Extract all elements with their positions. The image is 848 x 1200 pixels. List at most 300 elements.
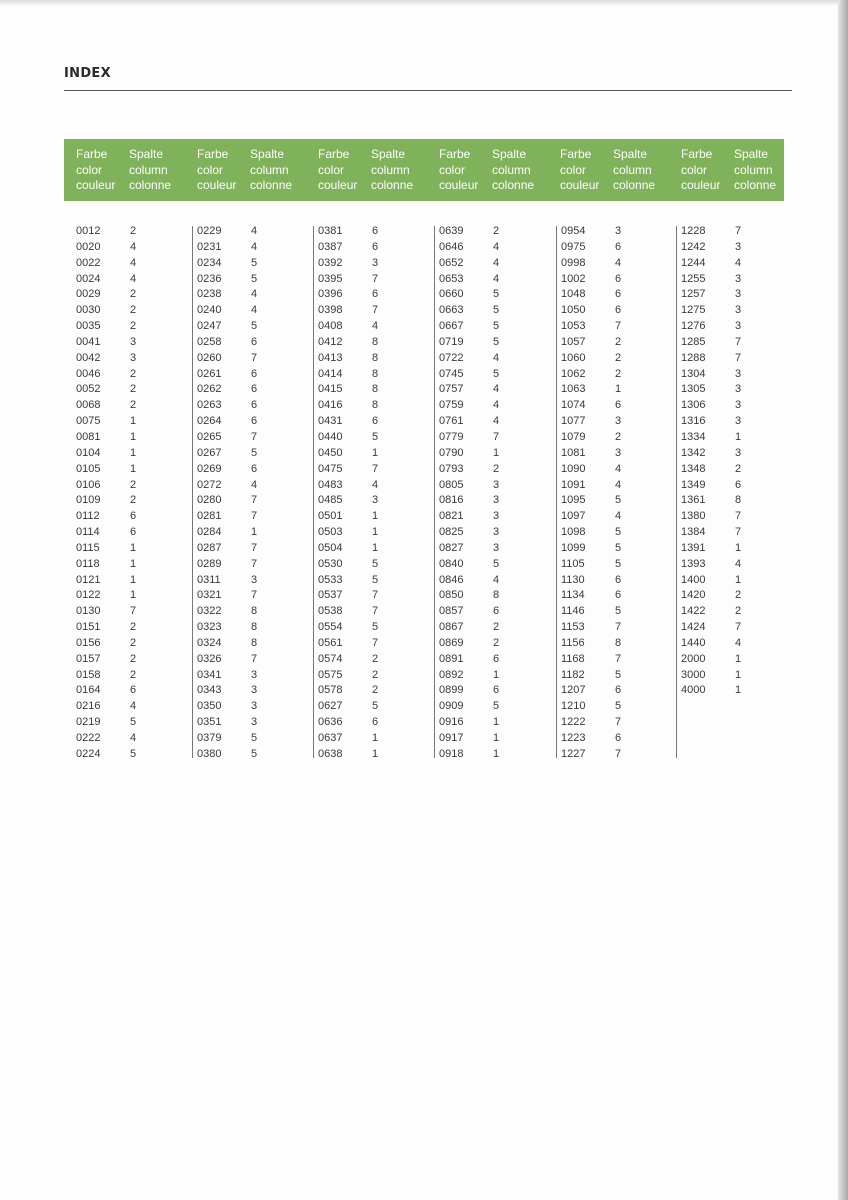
column-number: 2 bbox=[493, 462, 500, 475]
color-code: 1422 bbox=[681, 605, 706, 618]
table-row bbox=[76, 382, 196, 398]
column-number: 4 bbox=[251, 478, 258, 491]
column-number: 4 bbox=[493, 399, 500, 412]
table-row bbox=[197, 699, 317, 715]
color-code: 0121 bbox=[76, 573, 101, 586]
color-code: 1153 bbox=[561, 621, 585, 634]
color-code: 0109 bbox=[76, 494, 101, 507]
table-row bbox=[197, 398, 317, 414]
table-row bbox=[76, 335, 196, 351]
header-color-6 bbox=[681, 147, 720, 194]
column-number: 1 bbox=[130, 557, 137, 570]
table-row bbox=[439, 715, 559, 731]
column-number: 3 bbox=[735, 383, 742, 396]
color-code: 0112 bbox=[76, 510, 100, 523]
column-number: 7 bbox=[251, 541, 258, 554]
table-row bbox=[76, 303, 196, 319]
color-code: 1091 bbox=[561, 478, 586, 491]
color-code: 1210 bbox=[561, 700, 586, 713]
column-number: 7 bbox=[372, 605, 379, 618]
color-code: 0052 bbox=[76, 383, 101, 396]
table-row bbox=[439, 287, 559, 303]
table-row bbox=[318, 509, 438, 525]
color-code: 1257 bbox=[681, 288, 706, 301]
column-number: 2 bbox=[130, 320, 137, 333]
header-color-line: couleur bbox=[560, 178, 600, 192]
color-code: 0024 bbox=[76, 272, 101, 285]
color-code: 0081 bbox=[76, 430, 101, 443]
column-number: 6 bbox=[251, 462, 258, 475]
table-row bbox=[197, 224, 317, 240]
color-code: 1105 bbox=[561, 557, 585, 570]
table-row bbox=[318, 668, 438, 684]
color-code: 0916 bbox=[439, 716, 464, 729]
color-code: 0042 bbox=[76, 351, 101, 364]
column-number: 1 bbox=[493, 732, 500, 744]
table-row bbox=[76, 525, 196, 541]
color-code: 0075 bbox=[76, 415, 101, 428]
column-number: 3 bbox=[735, 240, 742, 253]
color-code: 0222 bbox=[76, 732, 101, 744]
table-row bbox=[318, 335, 438, 351]
color-code: 0537 bbox=[318, 589, 343, 602]
column-number: 6 bbox=[615, 684, 622, 697]
column-number: 7 bbox=[372, 589, 379, 602]
table-row bbox=[561, 731, 681, 747]
table-row bbox=[76, 731, 196, 747]
column-number: 5 bbox=[615, 541, 622, 554]
header-column-1 bbox=[129, 147, 171, 194]
column-number: 3 bbox=[493, 541, 500, 554]
column-number: 6 bbox=[372, 240, 379, 253]
color-code: 0639 bbox=[439, 225, 464, 237]
color-code: 0646 bbox=[439, 240, 464, 253]
column-number: 2 bbox=[615, 351, 622, 364]
column-number: 6 bbox=[615, 573, 622, 586]
color-code: 0341 bbox=[197, 668, 222, 681]
color-code: 0322 bbox=[197, 605, 222, 618]
column-number: 1 bbox=[735, 652, 742, 665]
table-row bbox=[561, 715, 681, 731]
table-row bbox=[76, 636, 196, 652]
column-number: 6 bbox=[493, 652, 500, 665]
table-row bbox=[681, 319, 801, 335]
column-number: 2 bbox=[372, 652, 379, 665]
column-number: 7 bbox=[735, 225, 742, 237]
color-code: 1244 bbox=[681, 256, 706, 269]
header-column-line: colonne bbox=[371, 178, 414, 192]
column-number: 1 bbox=[735, 541, 742, 554]
table-row bbox=[197, 683, 317, 699]
column-number: 8 bbox=[493, 589, 500, 602]
table-row bbox=[439, 462, 559, 478]
column-number: 3 bbox=[372, 256, 379, 269]
table-row bbox=[439, 335, 559, 351]
color-code: 0105 bbox=[76, 462, 101, 475]
column-number: 7 bbox=[130, 605, 137, 618]
table-row bbox=[439, 573, 559, 589]
column-number: 4 bbox=[130, 272, 137, 285]
header-column-line: Spalte bbox=[250, 147, 285, 161]
table-row bbox=[318, 541, 438, 557]
table-row bbox=[681, 557, 801, 573]
color-code: 1288 bbox=[681, 351, 706, 364]
column-number: 8 bbox=[372, 335, 379, 348]
color-code: 0284 bbox=[197, 526, 222, 539]
color-code: 0260 bbox=[197, 351, 222, 364]
table-row bbox=[76, 287, 196, 303]
page-shadow-top bbox=[0, 0, 848, 6]
column-number: 7 bbox=[372, 272, 379, 285]
column-number: 1 bbox=[372, 446, 379, 459]
color-code: 1098 bbox=[561, 526, 586, 539]
color-code: 0554 bbox=[318, 621, 343, 634]
table-row bbox=[76, 509, 196, 525]
column-number: 2 bbox=[130, 668, 137, 681]
header-color-3 bbox=[318, 147, 357, 194]
header-column-line: column bbox=[371, 162, 410, 177]
table-row bbox=[681, 414, 801, 430]
color-code: 0561 bbox=[318, 636, 343, 649]
color-code: 0667 bbox=[439, 320, 464, 333]
table-row bbox=[561, 398, 681, 414]
color-code: 0899 bbox=[439, 684, 464, 697]
color-code: 1276 bbox=[681, 320, 706, 333]
column-number: 1 bbox=[493, 716, 500, 729]
color-code: 0114 bbox=[76, 526, 100, 539]
table-row bbox=[197, 715, 317, 731]
color-code: 1099 bbox=[561, 541, 586, 554]
table-row bbox=[76, 541, 196, 557]
table-row bbox=[681, 683, 801, 699]
color-code: 0825 bbox=[439, 526, 464, 539]
color-code: 0396 bbox=[318, 288, 343, 301]
color-code: 0909 bbox=[439, 700, 464, 713]
table-row bbox=[197, 319, 317, 335]
title-underline bbox=[64, 90, 792, 91]
color-code: 1304 bbox=[681, 367, 706, 380]
table-row bbox=[561, 430, 681, 446]
header-column-line: colonne bbox=[734, 178, 777, 192]
column-number: 6 bbox=[493, 684, 500, 697]
color-code: 4000 bbox=[681, 684, 706, 697]
column-number: 7 bbox=[615, 621, 622, 634]
table-row bbox=[561, 557, 681, 573]
table-row bbox=[76, 573, 196, 589]
column-number: 2 bbox=[130, 225, 137, 237]
table-row bbox=[681, 240, 801, 256]
color-code: 0151 bbox=[76, 621, 101, 634]
color-code: 0216 bbox=[76, 700, 101, 713]
column-number: 4 bbox=[251, 225, 258, 237]
color-code: 0816 bbox=[439, 494, 464, 507]
column-number: 2 bbox=[735, 462, 742, 475]
color-code: 1285 bbox=[681, 335, 706, 348]
column-number: 6 bbox=[615, 399, 622, 412]
table-row bbox=[318, 240, 438, 256]
color-code: 1079 bbox=[561, 430, 586, 443]
table-row bbox=[681, 652, 801, 668]
column-number: 4 bbox=[251, 304, 258, 317]
column-number: 5 bbox=[130, 747, 137, 760]
color-code: 1361 bbox=[681, 494, 706, 507]
column-number: 2 bbox=[372, 668, 379, 681]
color-code: 1393 bbox=[681, 557, 706, 570]
table-row bbox=[439, 398, 559, 414]
table-row bbox=[76, 240, 196, 256]
table-row bbox=[318, 446, 438, 462]
table-row bbox=[318, 398, 438, 414]
color-code: 0240 bbox=[197, 304, 222, 317]
column-number: 7 bbox=[615, 320, 622, 333]
column-number: 1 bbox=[130, 589, 137, 602]
table-row bbox=[318, 367, 438, 383]
column-number: 4 bbox=[130, 240, 137, 253]
column-number: 4 bbox=[130, 732, 137, 744]
color-code: 0263 bbox=[197, 399, 222, 412]
header-color-2 bbox=[197, 147, 236, 194]
table-row bbox=[681, 382, 801, 398]
color-code: 0392 bbox=[318, 256, 343, 269]
color-code: 0247 bbox=[197, 320, 222, 333]
column-number: 6 bbox=[615, 304, 622, 317]
table-row bbox=[439, 446, 559, 462]
color-code: 0663 bbox=[439, 304, 464, 317]
header-color-line: couleur bbox=[439, 178, 479, 192]
column-number: 2 bbox=[372, 684, 379, 697]
column-number: 2 bbox=[493, 621, 500, 634]
column-number: 2 bbox=[735, 605, 742, 618]
table-row bbox=[681, 493, 801, 509]
column-number: 5 bbox=[251, 446, 258, 459]
color-code: 0156 bbox=[76, 636, 101, 649]
column-number: 1 bbox=[735, 684, 742, 697]
table-row bbox=[681, 367, 801, 383]
header-color-line: color bbox=[197, 162, 224, 177]
column-number: 5 bbox=[372, 557, 379, 570]
table-row bbox=[561, 573, 681, 589]
column-number: 7 bbox=[372, 636, 379, 649]
column-number: 3 bbox=[372, 494, 379, 507]
color-code: 0035 bbox=[76, 320, 101, 333]
header-color-line: color bbox=[560, 162, 587, 177]
column-number: 4 bbox=[493, 383, 500, 396]
column-number: 6 bbox=[615, 288, 622, 301]
color-code: 0501 bbox=[318, 510, 343, 523]
column-number: 5 bbox=[493, 700, 500, 713]
column-number: 4 bbox=[615, 478, 622, 491]
column-number: 8 bbox=[615, 636, 622, 649]
column-number: 3 bbox=[251, 700, 258, 713]
header-column-line: colonne bbox=[492, 178, 535, 192]
color-code: 0281 bbox=[197, 510, 222, 523]
table-row bbox=[197, 588, 317, 604]
header-column-line: Spalte bbox=[492, 147, 527, 161]
color-code: 1384 bbox=[681, 526, 706, 539]
color-code: 0533 bbox=[318, 573, 343, 586]
table-row bbox=[76, 446, 196, 462]
table-row bbox=[439, 272, 559, 288]
table-row bbox=[439, 430, 559, 446]
column-number: 6 bbox=[251, 415, 258, 428]
color-code: 1316 bbox=[681, 415, 706, 428]
color-code: 0130 bbox=[76, 605, 101, 618]
color-code: 1057 bbox=[561, 335, 586, 348]
color-code: 0954 bbox=[561, 225, 586, 237]
color-code: 0578 bbox=[318, 684, 343, 697]
table-row bbox=[561, 272, 681, 288]
column-number: 5 bbox=[372, 573, 379, 586]
color-code: 0289 bbox=[197, 557, 222, 570]
column-number: 7 bbox=[615, 652, 622, 665]
column-number: 1 bbox=[130, 462, 137, 475]
column-number: 3 bbox=[735, 320, 742, 333]
table-row bbox=[439, 604, 559, 620]
column-number: 3 bbox=[251, 573, 258, 586]
table-row bbox=[318, 652, 438, 668]
header-column-line: Spalte bbox=[734, 147, 769, 161]
column-number: 8 bbox=[251, 605, 258, 618]
column-number: 4 bbox=[615, 510, 622, 523]
column-number: 7 bbox=[251, 430, 258, 443]
table-row bbox=[197, 620, 317, 636]
header-column-2 bbox=[250, 147, 292, 194]
color-code: 1242 bbox=[681, 240, 706, 253]
column-number: 1 bbox=[130, 573, 137, 586]
table-row bbox=[561, 414, 681, 430]
table-row bbox=[318, 478, 438, 494]
table-row bbox=[561, 509, 681, 525]
table-row bbox=[439, 557, 559, 573]
table-row bbox=[318, 382, 438, 398]
column-number: 6 bbox=[493, 605, 500, 618]
table-row bbox=[561, 478, 681, 494]
table-row bbox=[197, 573, 317, 589]
color-code: 0261 bbox=[197, 367, 222, 380]
column-number: 5 bbox=[251, 320, 258, 333]
color-code: 0575 bbox=[318, 668, 343, 681]
column-number: 1 bbox=[372, 526, 379, 539]
table-row bbox=[561, 335, 681, 351]
table-row bbox=[76, 272, 196, 288]
color-code: 1097 bbox=[561, 510, 586, 523]
table-row bbox=[318, 699, 438, 715]
column-number: 8 bbox=[372, 351, 379, 364]
column-number: 3 bbox=[615, 225, 622, 237]
column-number: 5 bbox=[251, 747, 258, 760]
column-number: 2 bbox=[615, 367, 622, 380]
table-row bbox=[318, 493, 438, 509]
column-number: 2 bbox=[735, 589, 742, 602]
table-row bbox=[561, 541, 681, 557]
table-row bbox=[318, 256, 438, 272]
column-number: 6 bbox=[615, 272, 622, 285]
table-row bbox=[318, 588, 438, 604]
color-code: 0485 bbox=[318, 494, 343, 507]
table-row bbox=[681, 478, 801, 494]
column-number: 3 bbox=[130, 351, 137, 364]
header-color-1 bbox=[76, 147, 115, 194]
color-code: 1074 bbox=[561, 399, 586, 412]
table-row bbox=[197, 636, 317, 652]
color-code: 0262 bbox=[197, 383, 222, 396]
column-number: 3 bbox=[493, 494, 500, 507]
column-number: 4 bbox=[493, 415, 500, 428]
table-row bbox=[197, 541, 317, 557]
column-number: 1 bbox=[372, 541, 379, 554]
column-number: 6 bbox=[372, 288, 379, 301]
header-color-line: Farbe bbox=[318, 147, 350, 161]
column-number: 8 bbox=[372, 383, 379, 396]
table-row bbox=[439, 224, 559, 240]
table-row bbox=[439, 747, 559, 763]
column-number: 3 bbox=[251, 684, 258, 697]
color-code: 0324 bbox=[197, 636, 222, 649]
index-group-1 bbox=[76, 224, 196, 763]
column-number: 7 bbox=[735, 351, 742, 364]
table-row bbox=[439, 699, 559, 715]
table-row bbox=[439, 652, 559, 668]
header-column-line: colonne bbox=[129, 178, 172, 192]
color-code: 0850 bbox=[439, 589, 464, 602]
column-number: 4 bbox=[493, 351, 500, 364]
table-row bbox=[318, 636, 438, 652]
table-row bbox=[76, 224, 196, 240]
column-number: 3 bbox=[130, 335, 137, 348]
table-row bbox=[197, 509, 317, 525]
table-row bbox=[197, 731, 317, 747]
color-code: 1440 bbox=[681, 636, 706, 649]
column-number: 4 bbox=[130, 700, 137, 713]
table-row bbox=[197, 430, 317, 446]
table-row bbox=[681, 351, 801, 367]
table-row bbox=[681, 636, 801, 652]
header-column-3 bbox=[371, 147, 413, 194]
color-code: 0840 bbox=[439, 557, 464, 570]
color-code: 1081 bbox=[561, 446, 586, 459]
column-number: 6 bbox=[130, 684, 137, 697]
table-row bbox=[681, 335, 801, 351]
table-row bbox=[561, 351, 681, 367]
color-code: 2000 bbox=[681, 652, 706, 665]
color-code: 0416 bbox=[318, 399, 343, 412]
table-row bbox=[561, 699, 681, 715]
table-row bbox=[681, 620, 801, 636]
column-number: 2 bbox=[130, 383, 137, 396]
table-row bbox=[439, 509, 559, 525]
color-code: 1334 bbox=[681, 430, 706, 443]
color-code: 0323 bbox=[197, 621, 222, 634]
column-number: 7 bbox=[372, 304, 379, 317]
color-code: 0653 bbox=[439, 272, 464, 285]
column-number: 4 bbox=[493, 256, 500, 269]
column-number: 1 bbox=[372, 510, 379, 523]
table-row bbox=[561, 382, 681, 398]
column-number: 5 bbox=[251, 732, 258, 744]
column-number: 5 bbox=[493, 304, 500, 317]
column-number: 2 bbox=[130, 494, 137, 507]
column-number: 2 bbox=[493, 636, 500, 649]
column-number: 3 bbox=[615, 415, 622, 428]
color-code: 0158 bbox=[76, 668, 101, 681]
table-row bbox=[439, 668, 559, 684]
column-number: 8 bbox=[372, 367, 379, 380]
color-code: 0450 bbox=[318, 446, 343, 459]
column-number: 8 bbox=[251, 621, 258, 634]
header-color-5 bbox=[560, 147, 599, 194]
color-code: 1227 bbox=[561, 747, 586, 760]
table-row bbox=[439, 731, 559, 747]
